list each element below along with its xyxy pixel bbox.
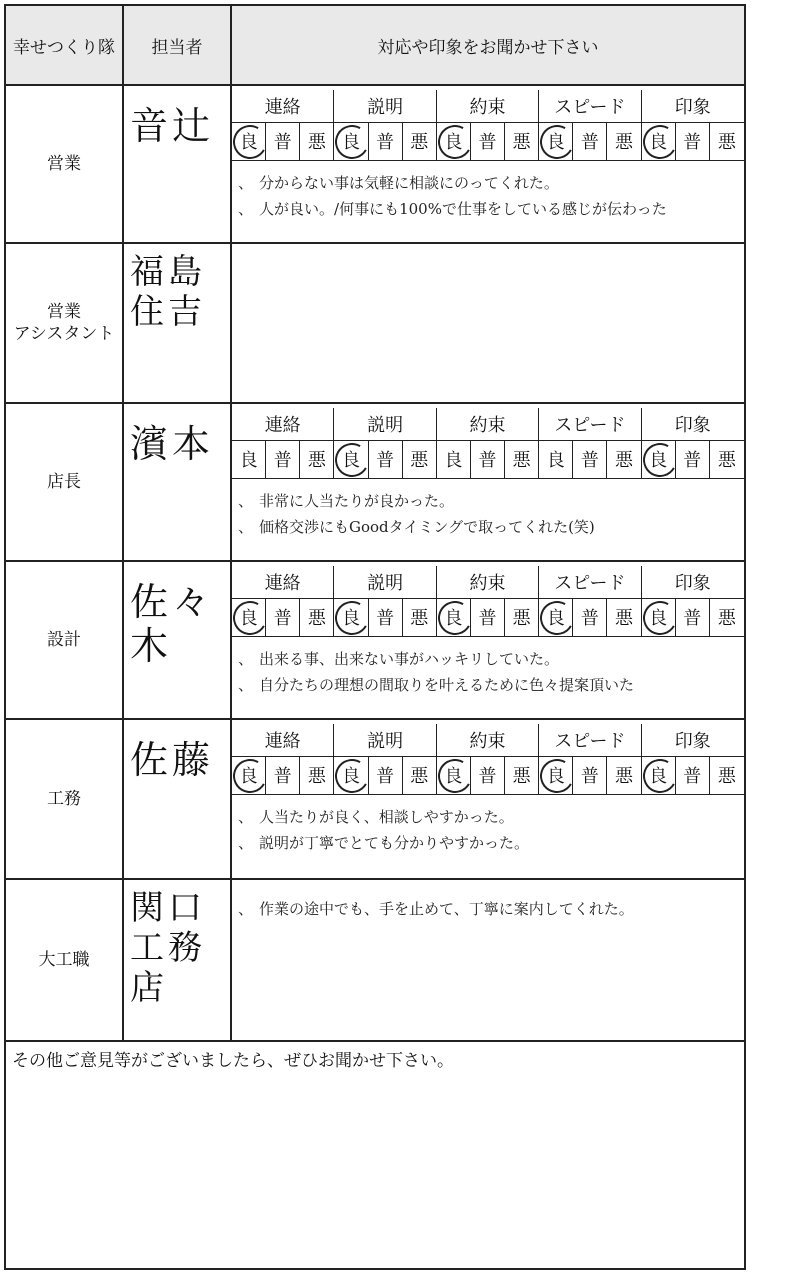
grade-option[interactable]: 悪: [300, 440, 334, 478]
role-label: 工務: [6, 720, 124, 878]
comment-line: 、 価格交渉にもGoodタイミングで取ってくれた(笑): [238, 514, 744, 540]
grade-option[interactable]: 普: [676, 440, 710, 478]
survey-row: [6, 86, 744, 244]
grade-option[interactable]: 良: [232, 122, 266, 160]
grade-option[interactable]: 良: [539, 598, 573, 636]
comment-line: 、 作業の途中でも、手を止めて、丁寧に案内してくれた。: [238, 896, 744, 922]
footer-prompt: その他ご意見等がございましたら、ぜひお聞かせ下さい。: [12, 1051, 454, 1071]
grade-option[interactable]: 普: [369, 756, 403, 794]
comment-line: 、 人が良い。/何事にも100%で仕事をしている感じが伝わった: [238, 196, 744, 222]
category-label: 印象: [674, 573, 711, 594]
survey-row: [6, 244, 744, 404]
grade-option[interactable]: 悪: [403, 122, 437, 160]
comment-line: 、 説明が丁寧でとても分かりやすかった。: [238, 830, 744, 856]
grade-option[interactable]: 良: [437, 598, 471, 636]
person-name: 佐々木: [124, 562, 232, 718]
grade-option[interactable]: 悪: [505, 756, 539, 794]
grade-option[interactable]: 悪: [403, 598, 437, 636]
grade-option[interactable]: 普: [573, 122, 607, 160]
category-label: 連絡: [232, 408, 334, 440]
grade-option[interactable]: 悪: [607, 756, 641, 794]
grade-option[interactable]: 普: [573, 598, 607, 636]
comment-line: 、 出来る事、出来ない事がハッキリしていた。: [238, 646, 744, 672]
grade-option[interactable]: 普: [369, 598, 403, 636]
header-person: 担当者: [124, 6, 232, 86]
grade-option[interactable]: 普: [266, 756, 300, 794]
survey-row: [6, 720, 744, 880]
grade-option[interactable]: 良: [642, 756, 676, 794]
grade-option[interactable]: 悪: [717, 766, 736, 787]
category-label: 説明: [334, 90, 436, 122]
person-name: 関口 工務店: [124, 880, 232, 1040]
grade-option[interactable]: 良: [232, 756, 266, 794]
category-label: 連絡: [232, 566, 334, 598]
comment-line: 、 分からない事は気軽に相談にのってくれた。: [238, 170, 744, 196]
grade-option[interactable]: 悪: [717, 450, 736, 471]
survey-form: [4, 4, 746, 1270]
grade-option[interactable]: 良: [334, 122, 368, 160]
footer-comments: [6, 1042, 744, 1268]
grade-option[interactable]: 普: [676, 598, 710, 636]
category-label: 説明: [334, 566, 436, 598]
grade-option[interactable]: 普: [266, 122, 300, 160]
grade-option[interactable]: 普: [573, 440, 607, 478]
category-label: 印象: [674, 415, 711, 436]
grade-option[interactable]: 普: [471, 756, 505, 794]
grade-option[interactable]: 良: [437, 440, 471, 478]
category-label: 印象: [674, 97, 711, 118]
grade-option[interactable]: 普: [471, 122, 505, 160]
grade-option[interactable]: 普: [369, 122, 403, 160]
category-label: 約束: [437, 566, 539, 598]
header-feedback: 対応や印象をお聞かせ下さい: [232, 6, 744, 86]
header-team: 幸せつくり隊: [6, 6, 124, 86]
category-label: 説明: [334, 408, 436, 440]
grade-option[interactable]: 悪: [717, 608, 736, 629]
grade-option[interactable]: 良: [642, 598, 676, 636]
grade-option[interactable]: 普: [676, 756, 710, 794]
grade-option[interactable]: 悪: [505, 598, 539, 636]
grade-option[interactable]: 良: [334, 440, 368, 478]
grade-option[interactable]: 悪: [607, 598, 641, 636]
comment-block: [238, 170, 744, 222]
category-label: 説明: [334, 724, 436, 756]
category-label: 印象: [674, 731, 711, 752]
grade-option[interactable]: 良: [334, 598, 368, 636]
comment-line: 、 人当たりが良く、相談しやすかった。: [238, 804, 744, 830]
comment-block: [238, 488, 744, 540]
grade-option[interactable]: 悪: [505, 440, 539, 478]
evaluation-grid: [232, 86, 744, 164]
category-label: 約束: [437, 408, 539, 440]
role-label: 設計: [6, 562, 124, 718]
person-name: 濱本: [124, 404, 232, 560]
grade-option[interactable]: 悪: [300, 598, 334, 636]
person-name: 佐藤: [124, 720, 232, 878]
grade-option[interactable]: 普: [266, 598, 300, 636]
grade-option[interactable]: 良: [539, 122, 573, 160]
category-label: 約束: [437, 90, 539, 122]
category-label: スピード: [539, 90, 641, 122]
survey-row: [6, 404, 744, 562]
person-name: 音辻: [124, 86, 232, 242]
grade-option[interactable]: 悪: [300, 122, 334, 160]
role-label: 営業 アシスタント: [6, 244, 124, 402]
grade-option[interactable]: 良: [437, 756, 471, 794]
grade-option[interactable]: 悪: [403, 756, 437, 794]
comment-line: 、 自分たちの理想の間取りを叶えるために色々提案頂いた: [238, 672, 744, 698]
grade-option[interactable]: 良: [334, 756, 368, 794]
evaluation-grid: [232, 720, 744, 798]
grade-option[interactable]: 悪: [403, 440, 437, 478]
category-label: スピード: [539, 724, 641, 756]
survey-row: [6, 880, 744, 1042]
comment-block: [238, 804, 744, 856]
grade-option[interactable]: 良: [539, 440, 573, 478]
survey-row: [6, 562, 744, 720]
grade-option[interactable]: 良: [642, 440, 676, 478]
grade-option[interactable]: 悪: [717, 132, 736, 153]
grade-option[interactable]: 良: [437, 122, 471, 160]
comment-block: [238, 646, 744, 698]
grade-option[interactable]: 良: [232, 440, 266, 478]
grade-option[interactable]: 普: [471, 440, 505, 478]
category-label: スピード: [539, 408, 641, 440]
grade-option[interactable]: 普: [676, 122, 710, 160]
category-label: 約束: [437, 724, 539, 756]
role-label: 営業: [6, 86, 124, 242]
grade-option[interactable]: 普: [369, 440, 403, 478]
comment-line: 、 非常に人当たりが良かった。: [238, 488, 744, 514]
grade-option[interactable]: 普: [573, 756, 607, 794]
category-label: 連絡: [232, 724, 334, 756]
grade-option[interactable]: 普: [471, 598, 505, 636]
grade-option[interactable]: 良: [539, 756, 573, 794]
category-label: 連絡: [232, 90, 334, 122]
role-label: 店長: [6, 404, 124, 560]
category-label: スピード: [539, 566, 641, 598]
grade-option[interactable]: 良: [232, 598, 266, 636]
grade-option[interactable]: 悪: [607, 440, 641, 478]
role-label: 大工職: [6, 880, 124, 1040]
evaluation-grid: [232, 404, 744, 482]
grade-option[interactable]: 悪: [505, 122, 539, 160]
grade-option[interactable]: 普: [266, 440, 300, 478]
person-name: 福島 住吉: [124, 244, 232, 402]
comment-block: [238, 896, 744, 922]
grade-option[interactable]: 悪: [607, 122, 641, 160]
grade-option[interactable]: 悪: [300, 756, 334, 794]
evaluation-grid: [232, 562, 744, 640]
grade-option[interactable]: 良: [642, 122, 676, 160]
